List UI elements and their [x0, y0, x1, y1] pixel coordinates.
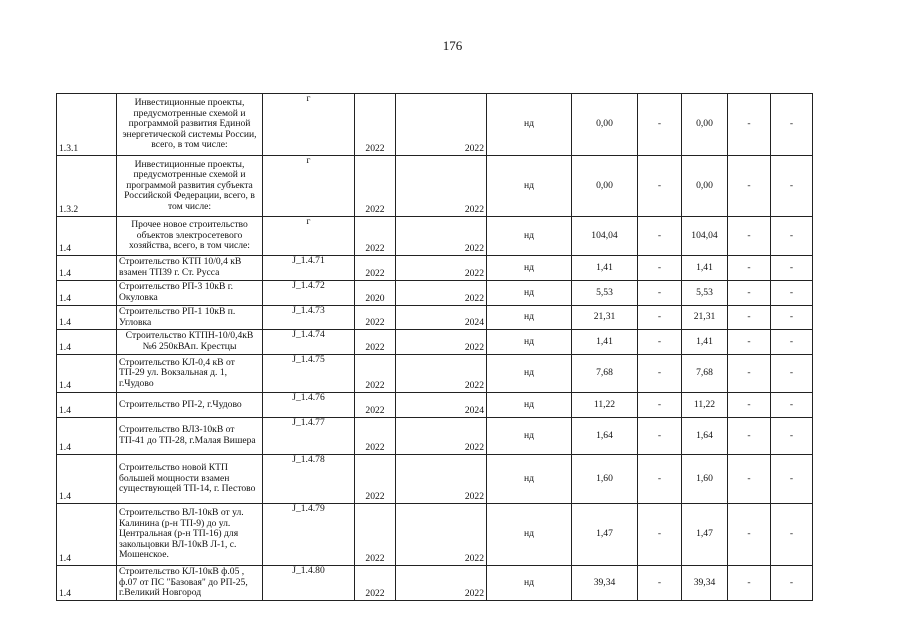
row-project-id: J_1.4.79	[263, 504, 355, 566]
row-project-id: J_1.4.71	[263, 256, 355, 281]
row-value-total: 1,47	[682, 504, 728, 566]
table-row	[57, 156, 813, 217]
table-row	[57, 281, 813, 306]
row-dash-2: -	[771, 418, 813, 455]
row-value-dash: -	[638, 256, 682, 281]
row-value: 39,34	[572, 566, 638, 601]
row-year-end: 2024	[396, 306, 487, 330]
row-availability: нд	[487, 306, 572, 330]
row-year-start: 2022	[355, 256, 396, 281]
row-year-end: 2022	[396, 504, 487, 566]
row-code: 1.4	[57, 418, 117, 455]
row-availability: нд	[487, 330, 572, 355]
row-dash-2: -	[771, 393, 813, 418]
row-dash-2: -	[771, 94, 813, 156]
row-dash-2: -	[771, 156, 813, 217]
row-project-id: г	[263, 217, 355, 256]
row-year-end: 2024	[396, 393, 487, 418]
row-value: 1,41	[572, 256, 638, 281]
row-name: Инвестиционные проекты, предусмотренные схемой и программой развития Единой энергетической системы России, всего, в том числе:	[117, 94, 263, 156]
row-dash-2: -	[771, 566, 813, 601]
row-name: Строительство КТП 10/0,4 кВ взамен ТП39 г. Ст. Русса	[117, 256, 263, 281]
row-value-total: 39,34	[682, 566, 728, 601]
row-name: Строительство РП-3 10кВ г. Окуловка	[117, 281, 263, 306]
row-dash-2: -	[771, 306, 813, 330]
row-dash-1: -	[728, 281, 771, 306]
row-value: 104,04	[572, 217, 638, 256]
row-value: 1,60	[572, 455, 638, 504]
row-dash-2: -	[771, 256, 813, 281]
row-code: 1.4	[57, 355, 117, 393]
table-row	[57, 306, 813, 330]
row-year-end: 2022	[396, 256, 487, 281]
row-year-end: 2022	[396, 566, 487, 601]
row-project-id: J_1.4.78	[263, 455, 355, 504]
row-name: Строительство КЛ-0,4 кВ от ТП-29 ул. Вокзальная д. 1, г.Чудово	[117, 355, 263, 393]
row-value-dash: -	[638, 217, 682, 256]
row-value-total: 5,53	[682, 281, 728, 306]
row-value: 7,68	[572, 355, 638, 393]
row-name: Строительство РП-2, г.Чудово	[117, 393, 263, 418]
row-year-start: 2022	[355, 156, 396, 217]
row-value-dash: -	[638, 281, 682, 306]
row-year-end: 2022	[396, 281, 487, 306]
row-year-start: 2022	[355, 306, 396, 330]
row-value-dash: -	[638, 418, 682, 455]
row-availability: нд	[487, 217, 572, 256]
row-value-dash: -	[638, 94, 682, 156]
row-year-end: 2022	[396, 94, 487, 156]
table-row	[57, 455, 813, 504]
row-value-total: 1,64	[682, 418, 728, 455]
row-value-dash: -	[638, 330, 682, 355]
row-name: Строительство ВЛЗ-10кВ от ТП-41 до ТП-28, г.Малая Вишера	[117, 418, 263, 455]
row-code: 1.4	[57, 504, 117, 566]
row-value-dash: -	[638, 393, 682, 418]
row-value-total: 7,68	[682, 355, 728, 393]
row-dash-1: -	[728, 256, 771, 281]
row-dash-1: -	[728, 393, 771, 418]
table-row	[57, 418, 813, 455]
row-value: 0,00	[572, 156, 638, 217]
row-value-total: 104,04	[682, 217, 728, 256]
row-value-dash: -	[638, 504, 682, 566]
row-value-total: 11,22	[682, 393, 728, 418]
row-year-end: 2022	[396, 156, 487, 217]
row-name: Строительство ВЛ-10кВ от ул. Калинина (р-н ТП-9) до ул. Центральная (р-н ТП-16) для закольцовки ВЛ-10кВ Л-1, с. Мошенское.	[117, 504, 263, 566]
row-year-end: 2022	[396, 455, 487, 504]
table-row	[57, 256, 813, 281]
row-year-start: 2022	[355, 566, 396, 601]
row-value: 21,31	[572, 306, 638, 330]
row-value: 5,53	[572, 281, 638, 306]
row-year-start: 2022	[355, 455, 396, 504]
table-row	[57, 566, 813, 601]
row-project-id: J_1.4.77	[263, 418, 355, 455]
row-value: 1,41	[572, 330, 638, 355]
table-row	[57, 330, 813, 355]
row-code: 1.3.2	[57, 156, 117, 217]
row-value-total: 1,41	[682, 330, 728, 355]
row-year-start: 2022	[355, 330, 396, 355]
row-dash-2: -	[771, 217, 813, 256]
row-availability: нд	[487, 281, 572, 306]
row-value-total: 0,00	[682, 94, 728, 156]
row-year-start: 2022	[355, 418, 396, 455]
row-value: 11,22	[572, 393, 638, 418]
row-value-total: 21,31	[682, 306, 728, 330]
row-year-start: 2022	[355, 393, 396, 418]
row-project-id: J_1.4.72	[263, 281, 355, 306]
row-dash-2: -	[771, 330, 813, 355]
row-code: 1.4	[57, 306, 117, 330]
row-value-total: 0,00	[682, 156, 728, 217]
table-body	[57, 94, 813, 601]
row-year-end: 2022	[396, 355, 487, 393]
row-dash-1: -	[728, 94, 771, 156]
row-code: 1.4	[57, 217, 117, 256]
row-project-id: J_1.4.76	[263, 393, 355, 418]
row-availability: нд	[487, 393, 572, 418]
row-year-start: 2022	[355, 355, 396, 393]
row-value: 1,64	[572, 418, 638, 455]
row-year-start: 2020	[355, 281, 396, 306]
table-row	[57, 355, 813, 393]
row-dash-1: -	[728, 566, 771, 601]
row-value-dash: -	[638, 306, 682, 330]
page-number: 176	[442, 38, 463, 53]
row-value-total: 1,60	[682, 455, 728, 504]
row-project-id: г	[263, 94, 355, 156]
table-row	[57, 504, 813, 566]
table-row	[57, 393, 813, 418]
row-project-id: J_1.4.74	[263, 330, 355, 355]
row-name: Строительство КТПН-10/0,4кВ №6 250кВАп. Крестцы	[117, 330, 263, 355]
row-dash-1: -	[728, 306, 771, 330]
row-dash-2: -	[771, 281, 813, 306]
row-project-id: J_1.4.80	[263, 566, 355, 601]
row-availability: нд	[487, 94, 572, 156]
row-dash-1: -	[728, 418, 771, 455]
row-dash-1: -	[728, 355, 771, 393]
row-code: 1.4	[57, 566, 117, 601]
row-code: 1.4	[57, 256, 117, 281]
row-value: 0,00	[572, 94, 638, 156]
row-dash-2: -	[771, 504, 813, 566]
row-dash-2: -	[771, 455, 813, 504]
row-name: Прочее новое строительство объектов электросетевого хозяйства, всего, в том числе:	[117, 217, 263, 256]
row-code: 1.4	[57, 281, 117, 306]
row-availability: нд	[487, 566, 572, 601]
row-dash-1: -	[728, 217, 771, 256]
row-dash-1: -	[728, 156, 771, 217]
row-year-start: 2022	[355, 94, 396, 156]
row-name: Строительство КЛ-10кВ ф.05 , ф.07 от ПС "Базовая" до РП-25, г.Великий Новгород	[117, 566, 263, 601]
row-value-dash: -	[638, 566, 682, 601]
row-availability: нд	[487, 256, 572, 281]
row-year-end: 2022	[396, 330, 487, 355]
row-year-start: 2022	[355, 504, 396, 566]
row-name: Инвестиционные проекты, предусмотренные схемой и программой развития субъекта Российской Федерации, всего, в том числе:	[117, 156, 263, 217]
row-availability: нд	[487, 504, 572, 566]
table-row	[57, 217, 813, 256]
row-project-id: J_1.4.73	[263, 306, 355, 330]
row-year-end: 2022	[396, 217, 487, 256]
row-name: Строительство новой КТП большей мощности взамен существующей ТП-14, г. Пестово	[117, 455, 263, 504]
row-code: 1.3.1	[57, 94, 117, 156]
row-value: 1,47	[572, 504, 638, 566]
row-dash-1: -	[728, 455, 771, 504]
row-code: 1.4	[57, 330, 117, 355]
row-availability: нд	[487, 156, 572, 217]
row-year-end: 2022	[396, 418, 487, 455]
row-availability: нд	[487, 455, 572, 504]
row-value-dash: -	[638, 156, 682, 217]
row-availability: нд	[487, 418, 572, 455]
row-value-dash: -	[638, 455, 682, 504]
row-code: 1.4	[57, 393, 117, 418]
row-code: 1.4	[57, 455, 117, 504]
row-year-start: 2022	[355, 217, 396, 256]
row-dash-2: -	[771, 355, 813, 393]
row-value-dash: -	[638, 355, 682, 393]
row-value-total: 1,41	[682, 256, 728, 281]
investment-projects-table	[56, 93, 813, 601]
row-project-id: г	[263, 156, 355, 217]
row-dash-1: -	[728, 504, 771, 566]
row-name: Строительство РП-1 10кВ п. Угловка	[117, 306, 263, 330]
row-availability: нд	[487, 355, 572, 393]
row-dash-1: -	[728, 330, 771, 355]
row-project-id: J_1.4.75	[263, 355, 355, 393]
table-row	[57, 94, 813, 156]
